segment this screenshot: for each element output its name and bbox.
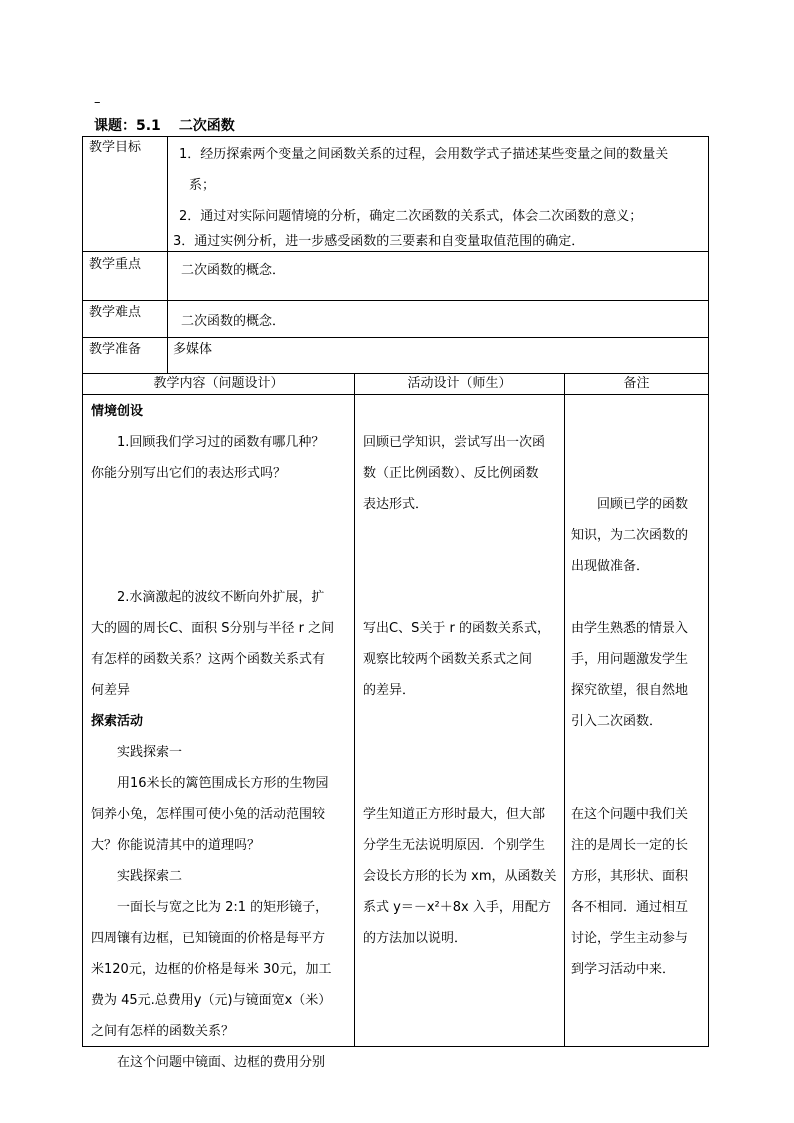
preparation-label: 教学准备 — [89, 342, 142, 357]
content-line: 何差异 — [91, 683, 131, 698]
rule-content-column — [354, 373, 355, 1046]
content-line: 之间有怎样的函数关系？ — [91, 1024, 235, 1039]
content-column — [91, 396, 334, 1078]
content-line: 大？你能说清其中的道理吗？ — [91, 838, 261, 853]
content-line: 在这个问题中镜面、边框的费用分别 — [91, 1055, 326, 1070]
activity-line: 表达形式． — [363, 497, 429, 512]
difficulty-value: 二次函数的概念． — [181, 314, 286, 329]
column-header-notes: 备注 — [623, 376, 650, 391]
rule-activity-column — [564, 373, 565, 1046]
content-line: 米120元，边框的价格是每米 30元，加工 — [91, 962, 332, 977]
lesson-name: 二次函数 — [178, 118, 235, 134]
rule-column-header-bottom — [83, 394, 708, 395]
activity-line: 分学生无法说明原因．个别学生 — [363, 838, 546, 853]
notes-line — [571, 582, 688, 613]
activity-line: 的方法加以说明． — [363, 931, 468, 946]
notes-line — [571, 768, 688, 799]
notes-line: 方形，其形状、面积 — [571, 869, 689, 884]
content-line: 大的圆的周长C、面积 S分别与半径 r 之间 — [91, 621, 335, 636]
activity-column — [363, 396, 557, 954]
notes-line — [571, 396, 688, 427]
key-point-label: 教学重点 — [89, 257, 142, 272]
notes-line — [571, 737, 688, 768]
rule-keypoint-bottom — [83, 300, 708, 301]
content-line: 费为 45元.总费用y（元)与镜面宽x（米） — [91, 993, 332, 1008]
activity-line: 系式 y＝－x²＋8x 入手，用配方 — [363, 900, 551, 915]
rule-label-column — [167, 137, 168, 373]
notes-line: 知识，为二次函数的 — [571, 528, 689, 543]
activity-line: 数（正比例函数）、反比例函数 — [363, 466, 539, 481]
objective-2: 2．通过对实际问题情境的分析，确定二次函数的关系式，体会二次函数的意义； — [179, 209, 643, 224]
difficulty-label: 教学难点 — [89, 305, 142, 320]
notes-column — [571, 396, 688, 985]
content-line: 实践探索一 — [91, 745, 183, 760]
notes-line: 讨论，学生主动参与 — [571, 931, 689, 946]
stray-dash: – — [94, 95, 101, 110]
notes-line: 由学生熟悉的情景入 — [571, 621, 689, 636]
preparation-value: 多媒体 — [173, 342, 213, 357]
activity-line: 观察比较两个函数关系式之间 — [363, 652, 533, 667]
activity-line — [363, 706, 557, 737]
page-title — [94, 117, 235, 135]
activity-line: 学生知道正方形时最大，但大部 — [363, 807, 546, 822]
content-line: 用16米长的篱笆围成长方形的生物园 — [91, 776, 329, 791]
notes-line: 手，用问题激发学生 — [571, 652, 689, 667]
activity-line: 回顾已学知识，尝试写出一次函 — [363, 435, 546, 450]
notes-line — [571, 458, 688, 489]
notes-line — [571, 427, 688, 458]
content-line — [91, 551, 334, 582]
activity-line — [363, 520, 557, 551]
content-line — [91, 489, 334, 520]
notes-line: 探究欲望，很自然地 — [571, 683, 689, 698]
objectives-label: 教学目标 — [89, 140, 142, 155]
content-line: 2.水滴激起的波纹不断向外扩展，扩 — [91, 590, 325, 605]
section-heading: 情境创设 — [91, 404, 144, 419]
objective-3: 3．通过实例分析，进一步感受函数的三要素和自变量取值范围的确定． — [173, 234, 585, 249]
content-line: 四周镶有边框，已知镜面的价格是每平方 — [91, 931, 326, 946]
objective-1: 1．经历探索两个变量之间函数关系的过程，会用数学式子描述某些变量之间的数量关 — [179, 147, 669, 162]
notes-line: 引入二次函数． — [571, 714, 663, 729]
notes-line: 出现做准备． — [571, 559, 650, 574]
activity-line — [363, 551, 557, 582]
rule-difficulty-bottom — [83, 337, 708, 338]
activity-line: 的差异． — [363, 683, 416, 698]
column-header-content: 教学内容（问题设计） — [153, 376, 284, 391]
notes-line: 注的是周长一定的长 — [571, 838, 689, 853]
notes-line: 各不相同．通过相互 — [571, 900, 689, 915]
content-line: 一面长与宽之比为 2:1 的矩形镜子， — [91, 900, 329, 915]
content-line: 饲养小兔，怎样围可使小兔的活动范围较 — [91, 807, 326, 822]
content-line — [91, 520, 334, 551]
notes-line: 到学习活动中来． — [571, 962, 676, 977]
content-line: 有怎样的函数关系？这两个函数关系式有 — [91, 652, 326, 667]
notes-line: 在这个问题中我们关 — [571, 807, 689, 822]
content-line: 1.回顾我们学习过的函数有哪几种？ — [91, 435, 325, 450]
content-line: 实践探索二 — [91, 869, 183, 884]
activity-line — [363, 396, 557, 427]
rule-preparation-bottom — [83, 373, 708, 374]
section-heading: 探索活动 — [91, 714, 144, 729]
content-line: 你能分别写出它们的表达形式吗？ — [91, 466, 287, 481]
lesson-number: 课题：5.1 — [94, 118, 161, 134]
notes-line: 回顾已学的函数 — [571, 497, 689, 512]
activity-line: 会设长方形的长为 xm，从函数关 — [363, 869, 557, 884]
activity-line — [363, 768, 557, 799]
key-point-value: 二次函数的概念． — [181, 263, 286, 278]
column-header-activity: 活动设计（师生） — [407, 376, 512, 391]
objective-1-continued: 系； — [189, 178, 216, 193]
activity-line: 写出C、S关于 r 的函数关系式， — [363, 621, 550, 636]
activity-line — [363, 737, 557, 768]
lesson-plan-table — [82, 136, 709, 1070]
activity-line — [363, 582, 557, 613]
rule-objectives-bottom — [83, 251, 708, 252]
